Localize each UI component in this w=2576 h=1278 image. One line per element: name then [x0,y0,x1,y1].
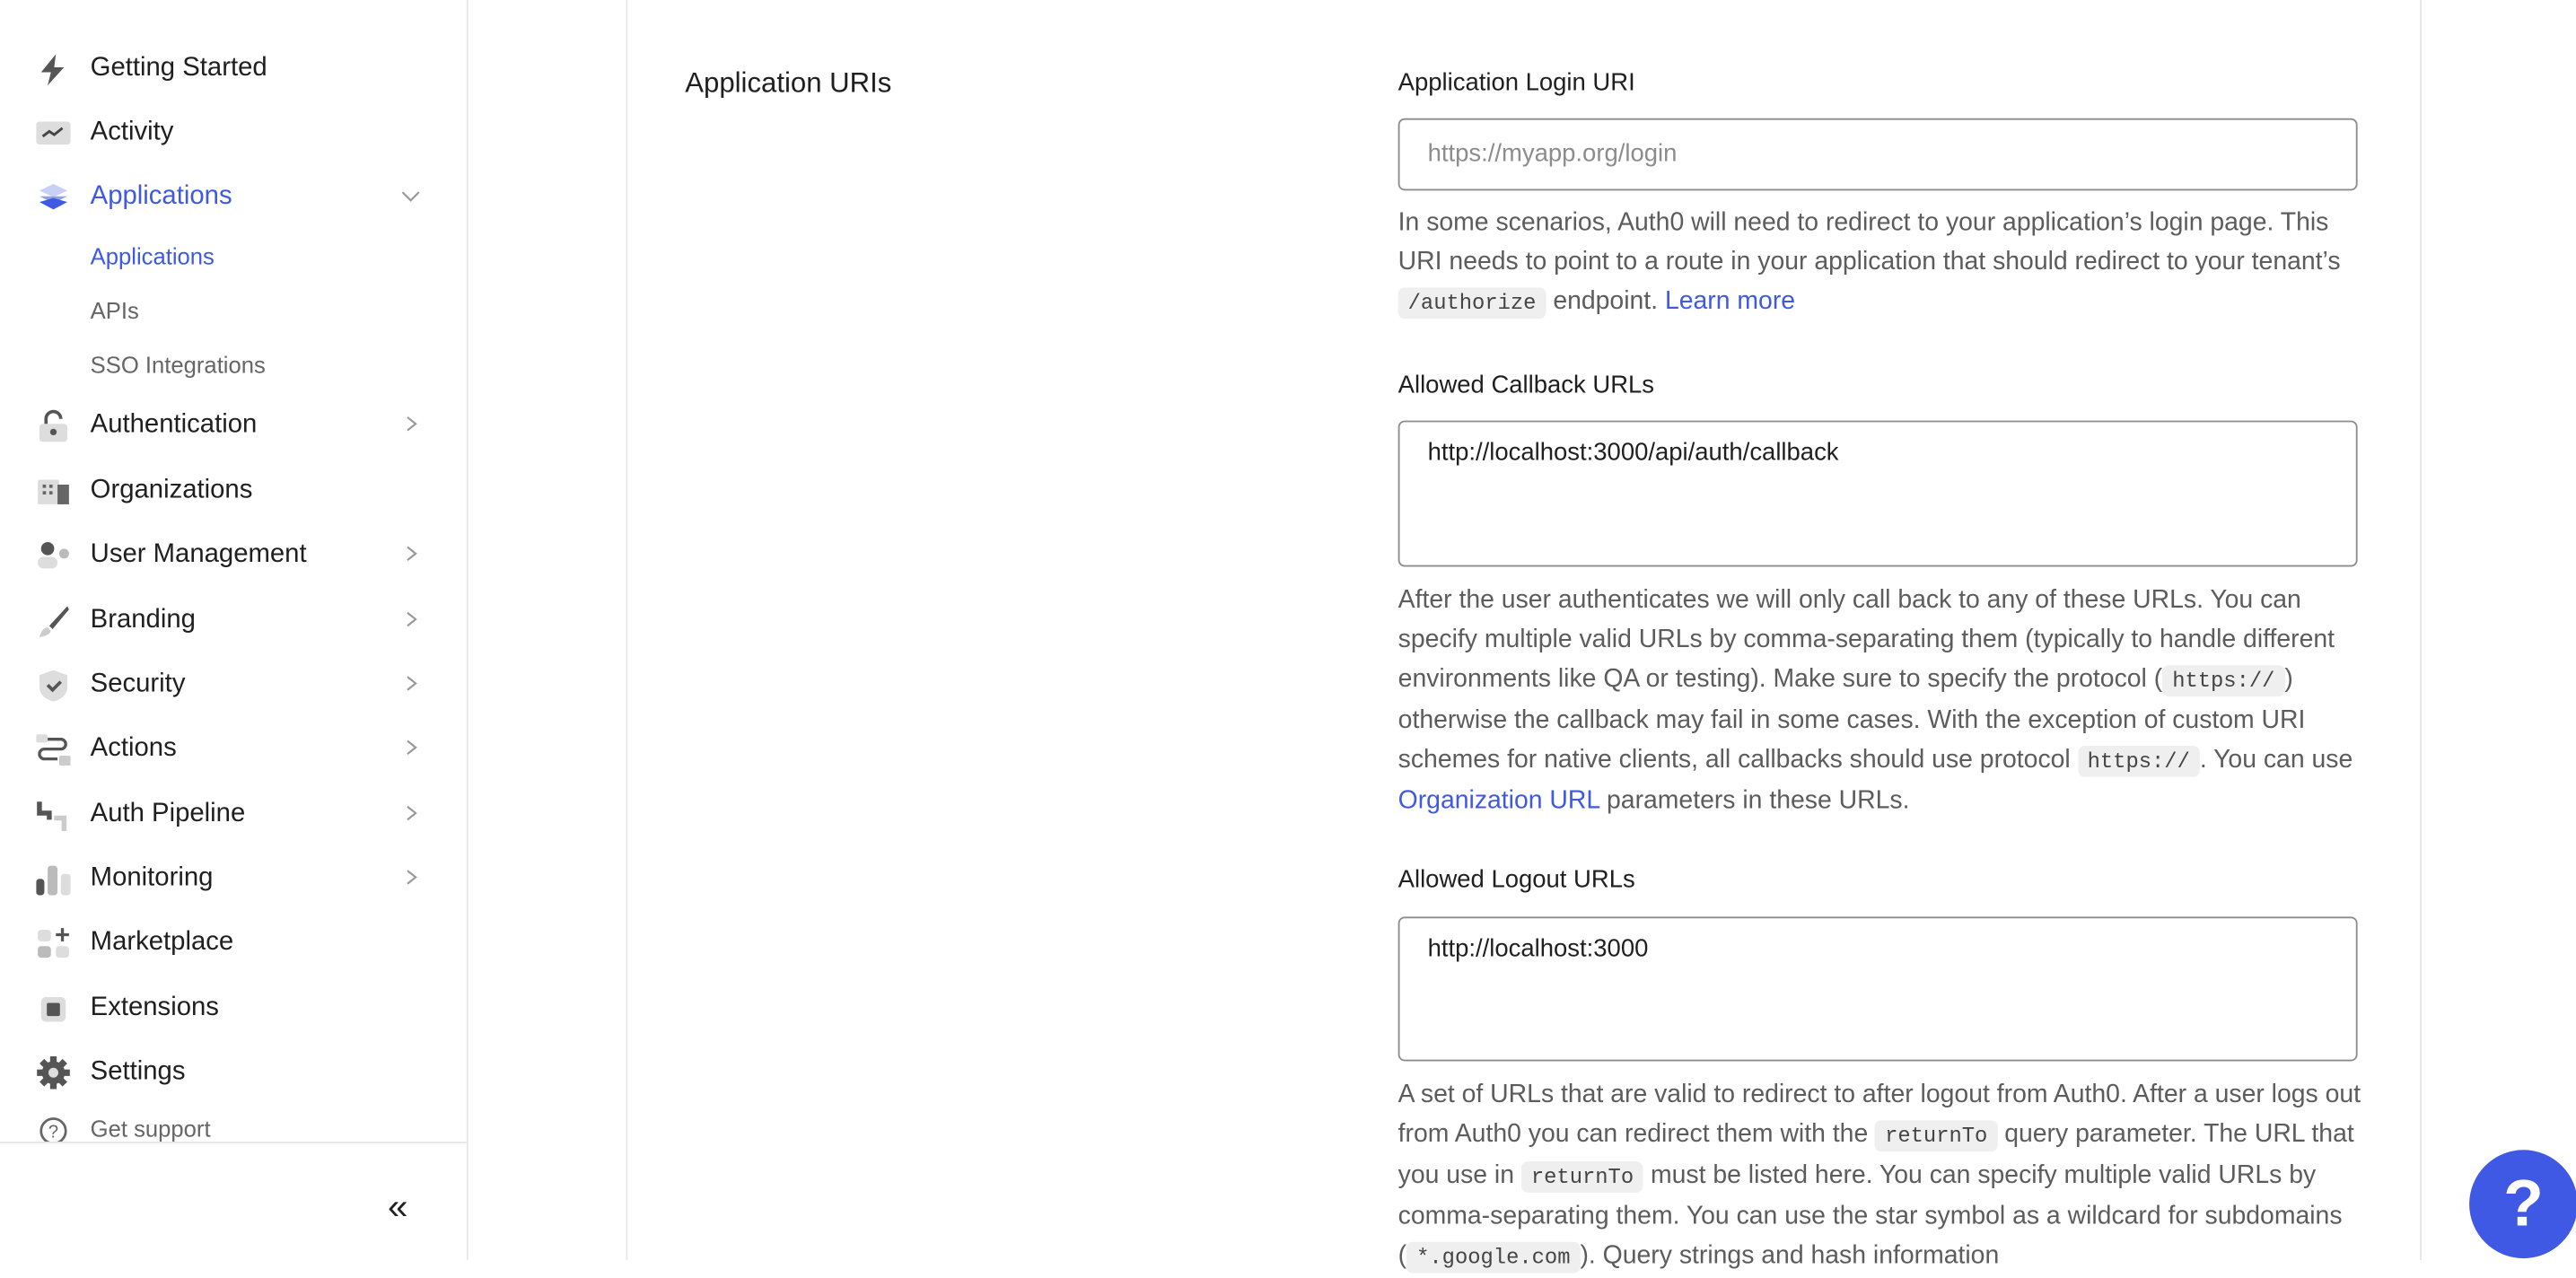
chevron-down-icon [399,188,423,205]
chevron-right-icon [402,672,418,696]
help-text: A set of URLs that are valid to redirect to after logout from Auth0. After a user logs out from Auth0 you can redirect them with the [1398,1081,2361,1149]
help-button[interactable]: ? [2469,1150,2576,1258]
code-returnto: returnTo [1875,1120,1997,1151]
chip-icon [36,993,70,1026]
callback-value: http://localhost:3000/api/auth/callback [1427,438,1839,467]
sidebar-item-label: Actions [90,734,177,763]
logout-label: Allowed Logout URLs [1398,865,1635,894]
sidebar-item-label: Monitoring [90,863,214,892]
login-uri-input[interactable] [1398,118,2358,191]
learn-more-link[interactable]: Learn more [1664,287,1796,316]
sidebar-item-extensions[interactable] [0,979,467,1038]
pipeline-icon [36,799,70,832]
sidebar-item-label: Authentication [90,410,258,439]
sidebar-item-settings[interactable] [0,1043,467,1102]
logout-value: http://localhost:3000 [1427,934,1649,963]
help-circle-icon [39,1117,67,1142]
chevron-right-icon [402,412,418,435]
sidebar [0,0,469,1260]
sidebar-item-activity[interactable] [0,103,467,162]
organization-url-link[interactable]: Organization URL [1398,786,1600,815]
help-text: ) otherwise the callback may fail in some cases. With the exception of custom URI schemes for native clients, all callbacks should use protocol [1398,665,2306,775]
code-https: https:// [2162,665,2284,696]
gear-icon [36,1056,70,1090]
sidebar-subitem-applications[interactable]: Applications [90,242,215,270]
bolt-icon [36,53,70,86]
sidebar-item-label: Getting Started [90,54,267,83]
sidebar-item-applications[interactable] [0,168,467,227]
activity-icon [36,117,70,150]
sidebar-item-label: Organizations [90,476,253,504]
sidebar-item-branding[interactable] [0,591,467,651]
help-text: must be listed here. You can specify multiple valid URLs by comma-separating them. You can use the star symbol as a wildcard for subdomains ( [1398,1161,2343,1270]
sidebar-item-user-management[interactable] [0,526,467,585]
sidebar-item-label: User Management [90,540,307,569]
sidebar-item-get-support[interactable] [0,1112,467,1142]
help-text: ). Query strings and hash information [1580,1241,2000,1270]
sidebar-item-label: Marketplace [90,928,234,957]
building-icon [36,475,70,508]
sidebar-item-label: Activity [90,118,174,146]
shield-icon [36,669,70,702]
code-https: https:// [2078,746,2200,777]
chevron-right-icon [402,736,418,759]
actions-icon [36,732,70,766]
sidebar-subitem-apis[interactable]: APIs [90,297,139,324]
logout-urls-textarea[interactable] [1398,916,2358,1061]
lock-icon [36,409,70,442]
help-text: endpoint. [1546,287,1665,316]
logout-help [1398,1076,2361,1278]
callback-help [1398,582,2361,821]
callback-urls-textarea[interactable] [1398,421,2358,567]
code-returnto: returnTo [1521,1161,1643,1193]
sidebar-item-label: Get support [90,1115,211,1142]
collapse-sidebar-button[interactable]: « [387,1186,402,1228]
chevron-right-icon [402,866,418,889]
sidebar-item-monitoring[interactable] [0,849,467,908]
chevron-right-icon [402,801,418,825]
help-text: query parameter. The URL that you use in [1398,1120,2354,1190]
help-text: After the user authenticates we will only call back to any of these URLs. You can specify multiple valid URLs by comma-separating them (typically to handle different environments like QA or testing). Make sure to specify the protocol ( [1398,586,2335,694]
chevron-right-icon [402,542,418,565]
sidebar-item-security[interactable] [0,655,467,714]
sidebar-item-label: Applications [90,182,232,211]
sidebar-item-label: Settings [90,1057,186,1086]
svg-text:?: ? [48,1122,59,1142]
section-title: Application URIs [685,67,892,99]
sidebar-item-actions[interactable] [0,720,467,779]
chevron-right-icon [402,608,418,631]
help-text: In some scenarios, Auth0 will need to redirect to your application’s login page. This URI needs to point to a route in your application that should redirect to your tenant’s [1398,208,2341,276]
bar-chart-icon [36,862,70,896]
login-uri-help [1398,204,2361,324]
code-wildcard: *.google.com [1406,1242,1580,1274]
layers-icon [36,180,70,214]
brush-icon [36,605,70,638]
sidebar-item-label: Security [90,670,186,698]
user-gear-icon [36,538,70,572]
sidebar-item-marketplace[interactable] [0,914,467,973]
marketplace-icon [36,926,70,959]
sidebar-item-getting-started[interactable] [0,39,467,99]
sidebar-footer [0,1142,467,1260]
sidebar-item-label: Extensions [90,994,219,1022]
code-authorize: /authorize [1398,287,1546,319]
sidebar-item-organizations[interactable] [0,461,467,521]
login-uri-label: Application Login URI [1398,68,1635,97]
login-uri-placeholder: https://myapp.org/login [1427,139,1678,168]
sidebar-item-label: Auth Pipeline [90,800,246,828]
sidebar-item-authentication[interactable] [0,396,467,455]
sidebar-item-auth-pipeline[interactable] [0,785,467,845]
help-text: parameters in these URLs. [1599,786,1910,815]
sidebar-subitem-sso-integrations[interactable]: SSO Integrations [90,351,266,378]
callback-label: Allowed Callback URLs [1398,371,1655,399]
help-text: . You can use [2199,746,2353,775]
sidebar-item-label: Branding [90,606,196,635]
